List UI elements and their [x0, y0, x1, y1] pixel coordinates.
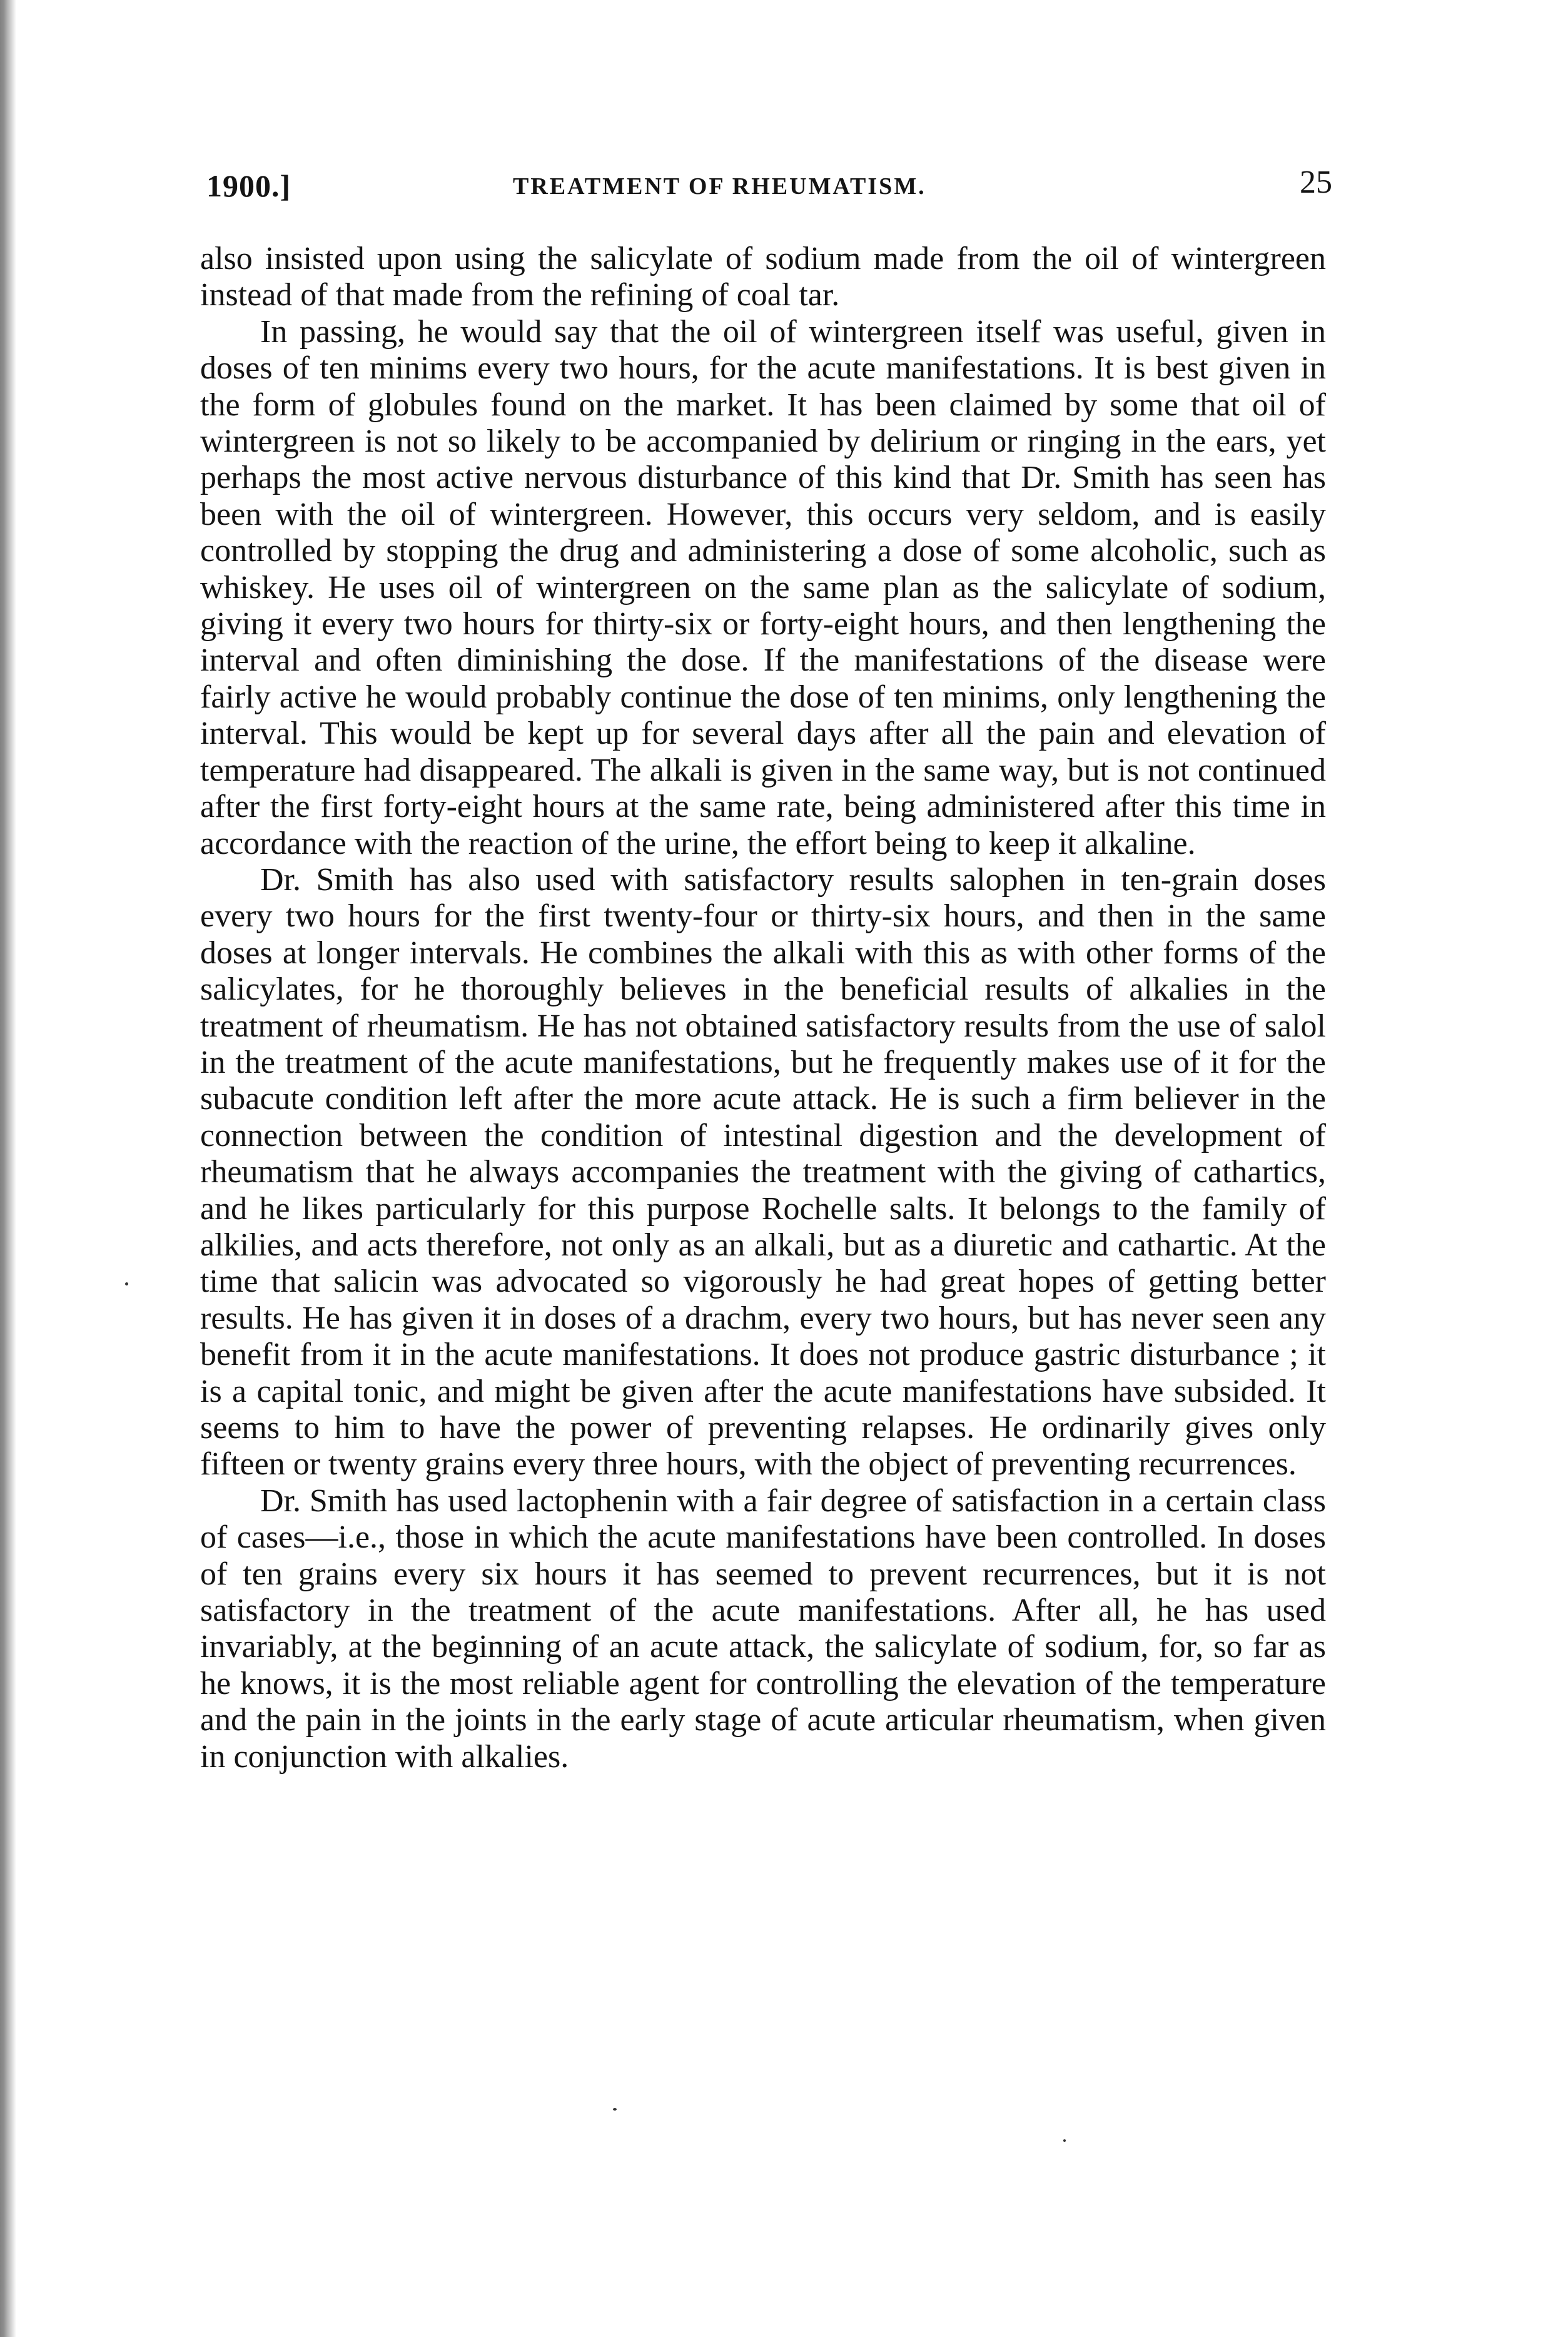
paragraph-1: also insisted upon using the salicylate of sodium made from the oil of wintergreen instead of that made from the refining of coal tar. — [200, 241, 1326, 313]
paragraph-2: In passing, he would say that the oil of wintergreen itself was useful, given in doses of ten minims every two hours, for the acute manifestations. It is best given in the form of globules found on the market. It has been claimed by some that oil of wintergreen is not so likely to be accompanied by delirium or ringing in the ears, yet perhaps the most active nervous disturbance of this kind that Dr. Smith has seen has been with the oil of wintergreen. However, this occurs very seldom, and is easily controlled by stopping the drug and administering a dose of some alcoholic, such as whiskey. He uses oil of wintergreen on the same plan as the salicylate of sodium, giving it every two hours for thirty-six or forty-eight hours, and then lengthening the interval and often diminishing the dose. If the manifestations of the disease were fairly active he would probably continue the dose of ten minims, only lengthening the interval. This would be kept up for several days after all the pain and elevation of temperature had disappeared. The alkali is given in the same way, but is not continued after the first forty-eight hours at the same rate, being administered after this time in accordance with the reaction of the urine, the effort being to keep it alkaline. — [200, 313, 1326, 861]
running-head-year: 1900.] — [206, 168, 291, 203]
scan-speck — [613, 2108, 617, 2111]
running-head — [206, 165, 1332, 211]
body-text — [200, 241, 1326, 1775]
running-head-title: TREATMENT OF RHEUMATISM. — [513, 173, 926, 200]
paragraph-4: Dr. Smith has used lactophenin with a fair degree of satisfaction in a certain class of cases—i.e., those in which the acute manifestations have been controlled. In doses of ten grains every six hours it has seemed to prevent recurrences, but it is not satisfactory in the treatment of the acute manifestations. After all, he has used invariably, at the beginning of an acute attack, the salicylate of sodium, for, so far as he knows, it is the most reliable agent for controlling the elevation of the temperature and the pain in the joints in the early stage of acute articular rheumatism, when given in conjunction with alkalies. — [200, 1483, 1326, 1775]
scan-speck — [1063, 2139, 1066, 2142]
scan-binding-shadow — [0, 0, 16, 2337]
page-number: 25 — [1300, 165, 1332, 200]
paragraph-3: Dr. Smith has also used with satisfactory results salophen in ten-grain doses every two hours for the first twenty-four or thirty-six hours, and then in the same doses at longer intervals. He combines the alkali with this as with other forms of the salicylates, for he thoroughly believes in the beneficial results of alkalies in the treatment of rheumatism. He has not obtained satisfactory results from the use of salol in the treatment of the acute manifestations, but he frequently makes use of it for the subacute condition left after the more acute attack. He is such a firm believer in the connection between the condition of intestinal digestion and the development of rheumatism that he always accompanies the treatment with the giving of cathartics, and he likes particularly for this purpose Rochelle salts. It belongs to the family of alkilies, and acts therefore, not only as an alkali, but as a diuretic and cathartic. At the time that salicin was advocated so vigorously he had great hopes of getting better results. He has given it in doses of a drachm, every two hours, but has never seen any benefit from it in the acute manifestations. It does not produce gastric disturbance ; it is a capital tonic, and might be given after the acute manifestations have subsided. It seems to him to have the power of preventing relapses. He ordinarily gives only fifteen or twenty grains every three hours, with the object of preventing recurrences. — [200, 861, 1326, 1483]
scan-speck — [125, 1282, 128, 1285]
